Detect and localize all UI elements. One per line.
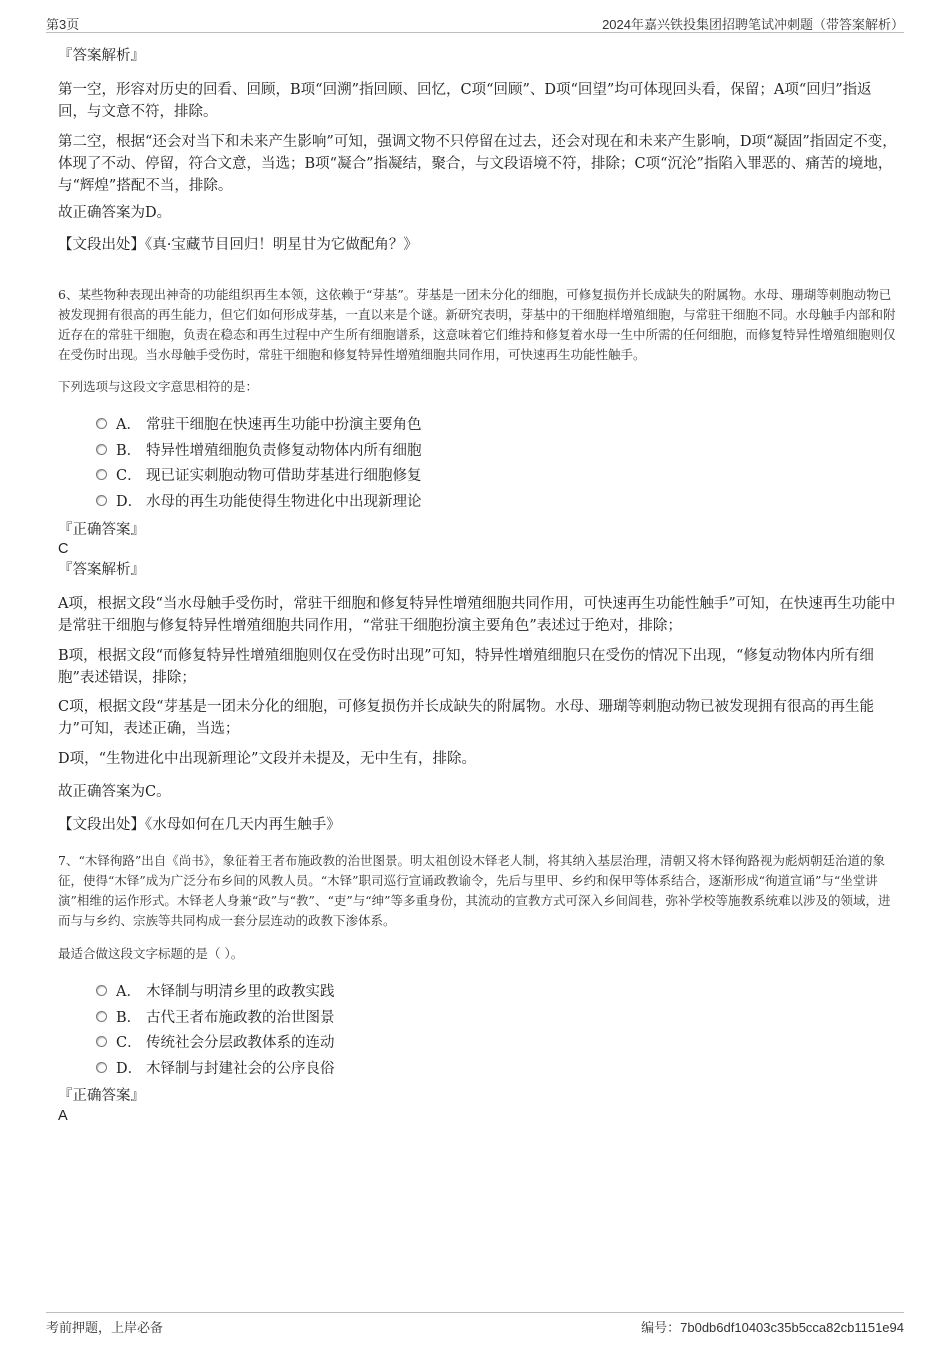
q6-conclusion: 故正确答案为C。 (58, 784, 171, 800)
q7-option-b[interactable]: B． 古代王者布施政教的治世图景 (96, 1004, 335, 1030)
q5-conclusion: 故正确答案为D。 (58, 205, 172, 221)
page-number: 第3页 (46, 17, 80, 32)
radio-icon[interactable] (96, 418, 107, 429)
radio-icon[interactable] (96, 469, 107, 480)
radio-icon[interactable] (96, 985, 107, 996)
q6-source: 【文段出处】《水母如何在几天内再生触手》 (58, 817, 341, 833)
q7-option-a[interactable]: A． 木铎制与明清乡里的政教实践 (96, 978, 335, 1004)
q7-option-d[interactable]: D． 木铎制与封建社会的公序良俗 (96, 1055, 335, 1081)
q6-analysis-b: B项，根据文段“而修复特异性增殖细胞则仅在受伤时出现”可知，特异性增殖细胞只在受伤的情况下出现，“修复动物体内所有细胞”表述错误，排除； (58, 648, 874, 686)
q7-option-c[interactable]: C． 传统社会分层政教体系的连动 (96, 1029, 335, 1055)
radio-icon[interactable] (96, 1062, 107, 1073)
q6-stem: 6、某些物种表现出神奇的功能组织再生本领，这依赖于“芽基”。芽基是一团未分化的细胞，可修复损伤并长成缺失的附属物。水母、珊瑚等刺胞动物已被发现拥有很高的再生能力，但它们如何形成芽基，一直以来是个谜。新研究表明，芽基中的干细胞样增殖细胞，与常驻干细胞不同。水母触手内部和附近存在的常驻干细胞，负责在稳态和再生过程中产生所有细胞谱系，这意味着它们维持和修复着水母一生中所需的任何细胞，而修复特异性增殖细胞则仅在受伤时出现。当水母触手受伤时，常驻干细胞和修复特异性增殖细胞共同作用，可快速再生功能性触手。 (58, 287, 896, 362)
radio-icon[interactable] (96, 1036, 107, 1047)
radio-icon[interactable] (96, 495, 107, 506)
q6-analysis-label: 『答案解析』 (58, 562, 145, 578)
q6-analysis-d: D项，“生物进化中出现新理论”文段并未提及，无中生有，排除。 (58, 751, 476, 767)
radio-icon[interactable] (96, 1011, 107, 1022)
page-header (46, 10, 904, 33)
q6-option-b[interactable]: B． 特异性增殖细胞负责修复动物体内所有细胞 (96, 437, 422, 463)
q6-option-d[interactable]: D． 水母的再生功能使得生物进化中出现新理论 (96, 488, 422, 514)
q6-correct-label: 『正确答案』 (58, 522, 145, 538)
q5-analysis-para-1: 第一空，形容对历史的回看、回顾，B项“回溯”指回顾、回忆，C项“回顾”、D项“回望”均可体现回头看，保留；A项“回归”指返回，与文意不符，排除。 (58, 82, 872, 120)
q5-analysis-label: 『答案解析』 (58, 48, 145, 64)
q7-options (96, 978, 335, 1080)
q6-prompt: 下列选项与这段文字意思相符的是： (58, 379, 259, 394)
page-footer (46, 1312, 904, 1335)
q7-prompt: 最适合做这段文字标题的是（ ）。 (58, 946, 244, 961)
radio-icon[interactable] (96, 444, 107, 455)
q7-correct-label: 『正确答案』 (58, 1088, 145, 1104)
document-title: 2024年嘉兴铁投集团招聘笔试冲刺题（带答案解析） (602, 17, 904, 32)
q6-analysis-a: A项，根据文段“当水母触手受伤时，常驻干细胞和修复特异性增殖细胞共同作用，可快速再生功能性触手”可知，在快速再生功能中是常驻干细胞与修复特异性增殖细胞共同作用，“常驻干细胞扮演主要角色”表述过于绝对，排除； (58, 596, 896, 634)
q5-analysis-para-2: 第二空，根据“还会对当下和未来产生影响”可知，强调文物不只停留在过去，还会对现在和未来产生影响，D项“凝固”指固定不变，体现了不动、停留，符合文意，当选；B项“凝合”指凝结，聚合，与文段语境不符，排除；C项“沉沦”指陷入罪恶的、痛苦的境地，与“辉煌”搭配不当，排除。 (58, 134, 897, 194)
q7-stem: 7、“木铎徇路”出自《尚书》，象征着王者布施政教的治世图景。明太祖创设木铎老人制，将其纳入基层治理，清朝又将木铎徇路视为彪炳朝廷治道的象征，使得“木铎”成为广泛分布乡间的风教人员。“木铎”职司巡行宣诵政教谕令，先后与里甲、乡约和保甲等体系结合，逐渐形成“徇道宣诵”与“坐堂讲演”相维的运作形式。木铎老人身兼“政”与“教”、“吏”与“绅”等多重身份，其流动的宣教方式可深入乡间闾巷，弥补学校等施教系统难以涉及的领域，进而与与乡约、宗族等共同构成一套分层连动的政教下渗体系。 (58, 853, 891, 928)
q7-correct-answer: A (58, 1108, 68, 1124)
q6-analysis-c: C项，根据文段“芽基是一团未分化的细胞，可修复损伤并长成缺失的附属物。水母、珊瑚等刺胞动物已被发现拥有很高的再生能力”可知，表述正确，当选； (58, 699, 875, 737)
q6-options (96, 411, 422, 513)
q5-source: 【文段出处】《真·宝藏节目回归！明星甘为它做配角？》 (58, 237, 418, 253)
q6-option-a[interactable]: A． 常驻干细胞在快速再生功能中扮演主要角色 (96, 411, 422, 437)
q6-correct-answer: C (58, 541, 69, 557)
q6-option-c[interactable]: C． 现已证实刺胞动物可借助芽基进行细胞修复 (96, 462, 422, 488)
footer-slogan: 考前押题，上岸必备 (46, 1320, 164, 1335)
footer-serial: 编号：7b0db6df10403c35b5cca82cb1151e94 (641, 1320, 904, 1335)
